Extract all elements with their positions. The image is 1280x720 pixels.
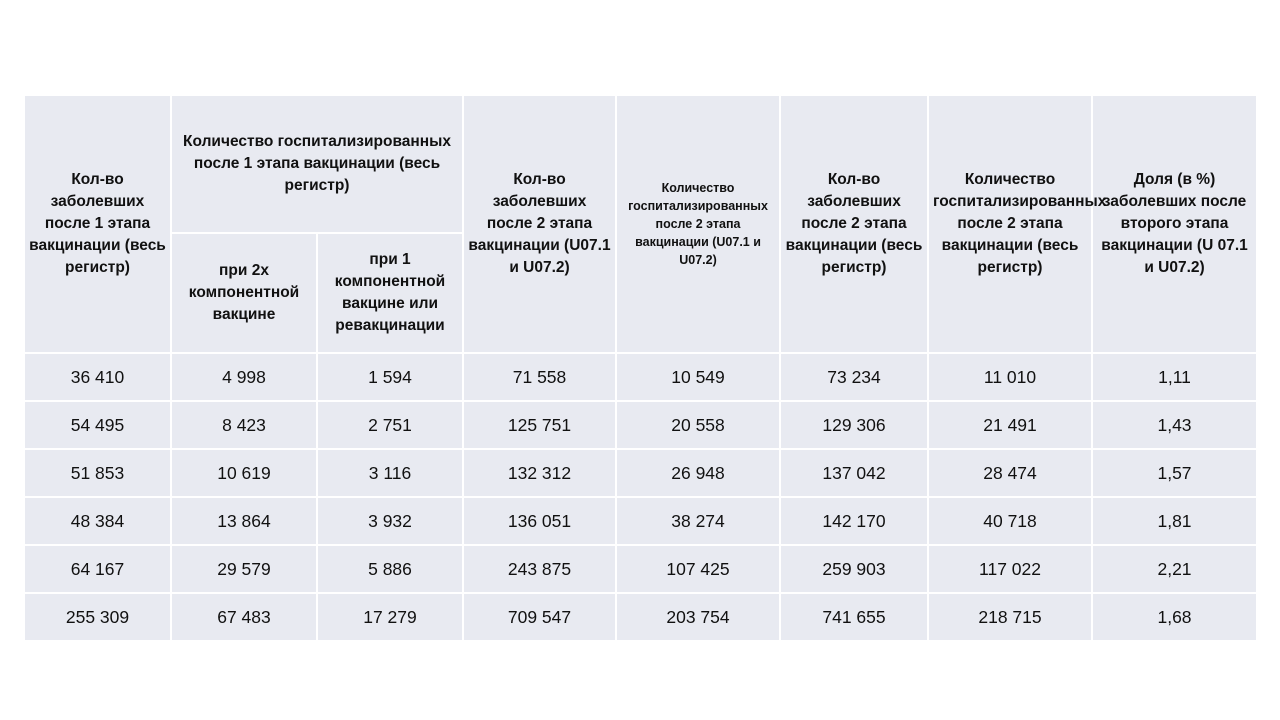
- table-cell: 67 483: [171, 593, 317, 641]
- table-cell: 243 875: [463, 545, 616, 593]
- table-cell: 1,43: [1092, 401, 1257, 449]
- table-row: [24, 353, 1257, 401]
- table-cell: 203 754: [616, 593, 780, 641]
- table-cell: 1,57: [1092, 449, 1257, 497]
- table-cell: 1,68: [1092, 593, 1257, 641]
- table-cell: 48 384: [24, 497, 171, 545]
- table-row: [24, 401, 1257, 449]
- table-row: [24, 497, 1257, 545]
- table-cell: 132 312: [463, 449, 616, 497]
- table-cell: 1 594: [317, 353, 463, 401]
- table-cell: 5 886: [317, 545, 463, 593]
- table-cell: 709 547: [463, 593, 616, 641]
- table-cell: 54 495: [24, 401, 171, 449]
- table-cell: 125 751: [463, 401, 616, 449]
- table-cell: 117 022: [928, 545, 1092, 593]
- header-hospitalized-stage2-registry: Количество госпитализированных после 2 этапа вакцинации (весь регистр): [928, 95, 1092, 353]
- table-cell: 255 309: [24, 593, 171, 641]
- table-cell: 26 948: [616, 449, 780, 497]
- table-cell: 8 423: [171, 401, 317, 449]
- header-row-1: [24, 95, 1257, 233]
- header-cases-stage2-registry: Кол-во заболевших после 2 этапа вакцинации (весь регистр): [780, 95, 928, 353]
- table-cell: 1,11: [1092, 353, 1257, 401]
- table-row: [24, 593, 1257, 641]
- table-cell: 3 116: [317, 449, 463, 497]
- table-cell: 36 410: [24, 353, 171, 401]
- table-cell: 129 306: [780, 401, 928, 449]
- table-cell: 13 864: [171, 497, 317, 545]
- table-cell: 73 234: [780, 353, 928, 401]
- table-cell: 136 051: [463, 497, 616, 545]
- table-cell: 71 558: [463, 353, 616, 401]
- table-cell: 107 425: [616, 545, 780, 593]
- header-share-percent: Доля (в %) заболевших после второго этапа вакцинации (U 07.1 и U07.2): [1092, 95, 1257, 353]
- table-cell: 741 655: [780, 593, 928, 641]
- table-cell: 10 619: [171, 449, 317, 497]
- table-row: [24, 449, 1257, 497]
- table-cell: 11 010: [928, 353, 1092, 401]
- table-cell: 64 167: [24, 545, 171, 593]
- table-cell: 10 549: [616, 353, 780, 401]
- header-cases-stage2-u07: Кол-во заболевших после 2 этапа вакцинации (U07.1 и U07.2): [463, 95, 616, 353]
- table-cell: 4 998: [171, 353, 317, 401]
- table-cell: 2,21: [1092, 545, 1257, 593]
- statistics-table: [23, 94, 1258, 642]
- table-cell: 1,81: [1092, 497, 1257, 545]
- table-cell: 2 751: [317, 401, 463, 449]
- table-cell: 137 042: [780, 449, 928, 497]
- table-cell: 40 718: [928, 497, 1092, 545]
- header-hospitalized-stage2-u07: Количество госпитализированных после 2 этапа вакцинации (U07.1 и U07.2): [616, 95, 780, 353]
- table-cell: 21 491: [928, 401, 1092, 449]
- table-cell: 51 853: [24, 449, 171, 497]
- header-one-component: при 1 компонентной вакцине или ревакцинации: [317, 233, 463, 353]
- table-cell: 218 715: [928, 593, 1092, 641]
- table-cell: 28 474: [928, 449, 1092, 497]
- header-cases-stage1: Кол-во заболевших после 1 этапа вакцинации (весь регистр): [24, 95, 171, 353]
- table-cell: 3 932: [317, 497, 463, 545]
- table-row: [24, 545, 1257, 593]
- header-hospitalized-stage1-group: Количество госпитализированных после 1 этапа вакцинации (весь регистр): [171, 95, 463, 233]
- table-cell: 259 903: [780, 545, 928, 593]
- table-cell: 142 170: [780, 497, 928, 545]
- table-cell: 17 279: [317, 593, 463, 641]
- table-cell: 38 274: [616, 497, 780, 545]
- table-cell: 20 558: [616, 401, 780, 449]
- header-two-component: при 2х компонентной вакцине: [171, 233, 317, 353]
- table-cell: 29 579: [171, 545, 317, 593]
